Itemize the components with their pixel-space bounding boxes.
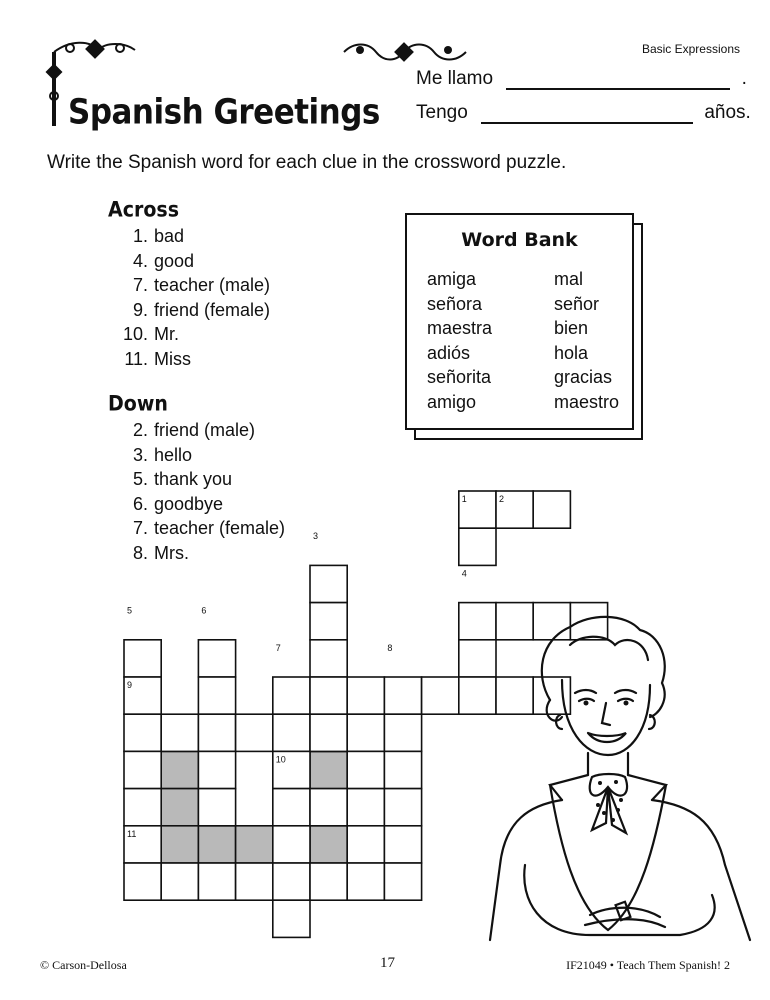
list-item: 4. good bbox=[132, 250, 195, 271]
crossword-cell[interactable] bbox=[124, 751, 161, 788]
crossword-cell[interactable] bbox=[459, 528, 496, 565]
list-item: señor bbox=[554, 293, 600, 314]
crossword-cell[interactable] bbox=[384, 751, 421, 788]
list-item: señorita bbox=[427, 367, 492, 388]
crossword-cell[interactable] bbox=[198, 677, 235, 714]
crossword-number: 8 bbox=[387, 642, 393, 653]
crossword-cell[interactable] bbox=[310, 789, 347, 826]
list-item: 10. Mr. bbox=[122, 324, 179, 344]
crossword-number: 1 bbox=[461, 494, 467, 504]
crossword-number: 6 bbox=[201, 605, 207, 616]
age-end: años. bbox=[704, 102, 751, 123]
teacher-illustration bbox=[480, 605, 765, 950]
crossword-cell[interactable] bbox=[347, 714, 384, 751]
shaded-block bbox=[310, 826, 347, 863]
list-item: señora bbox=[427, 293, 483, 314]
list-item: amiga bbox=[427, 269, 477, 289]
crossword-number: 5 bbox=[127, 605, 133, 616]
crossword-cell[interactable] bbox=[124, 789, 161, 826]
shaded-block bbox=[310, 751, 347, 788]
age-label: Tengo bbox=[416, 102, 468, 123]
list-item: mal bbox=[554, 269, 584, 289]
shaded-block bbox=[161, 751, 198, 788]
list-item: 3. hello bbox=[132, 444, 193, 465]
shaded-block bbox=[236, 826, 273, 863]
list-item: 9. friend (female) bbox=[132, 299, 271, 320]
crossword-cell[interactable] bbox=[124, 640, 161, 677]
crossword-cell[interactable] bbox=[198, 640, 235, 677]
book-id: IF21049 • Teach Them Spanish! 2 bbox=[566, 958, 730, 972]
crossword-cell[interactable] bbox=[310, 677, 347, 714]
shaded-block bbox=[198, 826, 235, 863]
crossword-cell[interactable] bbox=[273, 789, 310, 826]
crossword-cell[interactable] bbox=[384, 863, 421, 900]
page-title: Spanish Greetings bbox=[68, 92, 380, 133]
crossword-number: 2 bbox=[499, 494, 505, 504]
list-item: 2. friend (male) bbox=[132, 420, 256, 440]
down-heading: Down bbox=[108, 392, 168, 417]
list-item: hola bbox=[554, 342, 589, 363]
list-item: 7. teacher (female) bbox=[132, 518, 286, 538]
list-item: maestra bbox=[427, 318, 493, 339]
crossword-cell[interactable] bbox=[273, 677, 310, 714]
crossword-cell[interactable] bbox=[273, 863, 310, 900]
list-item: 6. goodbye bbox=[132, 493, 224, 514]
list-item: 11. Miss bbox=[124, 348, 191, 369]
crossword-number: 3 bbox=[313, 531, 319, 542]
section-label: Basic Expressions bbox=[641, 42, 740, 56]
list-item: maestro bbox=[554, 391, 620, 412]
crossword-cell[interactable] bbox=[384, 677, 421, 714]
crossword-number: 7 bbox=[275, 642, 281, 653]
crossword-cell[interactable] bbox=[198, 714, 235, 751]
crossword-number: 4 bbox=[461, 568, 467, 579]
crossword-cell[interactable] bbox=[161, 863, 198, 900]
list-item: 1. bad bbox=[132, 226, 185, 246]
crossword-cell[interactable] bbox=[198, 789, 235, 826]
crossword-cell[interactable] bbox=[384, 789, 421, 826]
crossword-cell[interactable] bbox=[236, 863, 273, 900]
list-item: adiós bbox=[427, 342, 471, 363]
page-number: 17 bbox=[380, 955, 395, 971]
crossword-number: 10 bbox=[275, 754, 286, 765]
crossword-cell[interactable] bbox=[124, 714, 161, 751]
word-bank-title: Word Bank bbox=[461, 229, 578, 251]
list-item: 8. Mrs. bbox=[132, 542, 189, 563]
name-label: Me llamo bbox=[416, 68, 494, 89]
crossword-cell[interactable] bbox=[310, 714, 347, 751]
list-item: 5. thank you bbox=[132, 469, 233, 489]
shaded-block bbox=[161, 789, 198, 826]
crossword-number: 9 bbox=[127, 680, 133, 690]
crossword-cell[interactable] bbox=[533, 491, 570, 528]
crossword-cell[interactable] bbox=[198, 751, 235, 788]
crossword-cell[interactable] bbox=[347, 789, 384, 826]
crossword-cell[interactable] bbox=[273, 826, 310, 863]
list-item: gracias bbox=[554, 367, 613, 388]
crossword-cell[interactable] bbox=[310, 603, 347, 640]
crossword-cell[interactable] bbox=[310, 863, 347, 900]
crossword-cell[interactable] bbox=[347, 677, 384, 714]
crossword-cell[interactable] bbox=[384, 826, 421, 863]
crossword-cell[interactable] bbox=[347, 751, 384, 788]
crossword-cell[interactable] bbox=[273, 714, 310, 751]
crossword-cell[interactable] bbox=[273, 900, 310, 937]
name-end: . bbox=[741, 68, 747, 89]
crossword-cell[interactable] bbox=[198, 863, 235, 900]
crossword-cell[interactable] bbox=[384, 714, 421, 751]
crossword-cell[interactable] bbox=[422, 677, 459, 714]
instructions: Write the Spanish word for each clue in the crossword puzzle. bbox=[47, 152, 567, 173]
crossword-cell[interactable] bbox=[236, 714, 273, 751]
list-item: amigo bbox=[427, 391, 477, 412]
list-item: bien bbox=[554, 318, 589, 339]
crossword-cell[interactable] bbox=[124, 863, 161, 900]
crossword-cell[interactable] bbox=[310, 640, 347, 677]
list-item: 7. teacher (male) bbox=[132, 275, 271, 295]
crossword-cell[interactable] bbox=[310, 565, 347, 602]
crossword-cell[interactable] bbox=[347, 863, 384, 900]
crossword-number: 11 bbox=[127, 828, 137, 839]
across-heading: Across bbox=[108, 198, 180, 223]
copyright: © Carson-Dellosa bbox=[40, 958, 127, 972]
shaded-block bbox=[161, 826, 198, 863]
crossword-cell[interactable] bbox=[347, 826, 384, 863]
crossword-cell[interactable] bbox=[161, 714, 198, 751]
